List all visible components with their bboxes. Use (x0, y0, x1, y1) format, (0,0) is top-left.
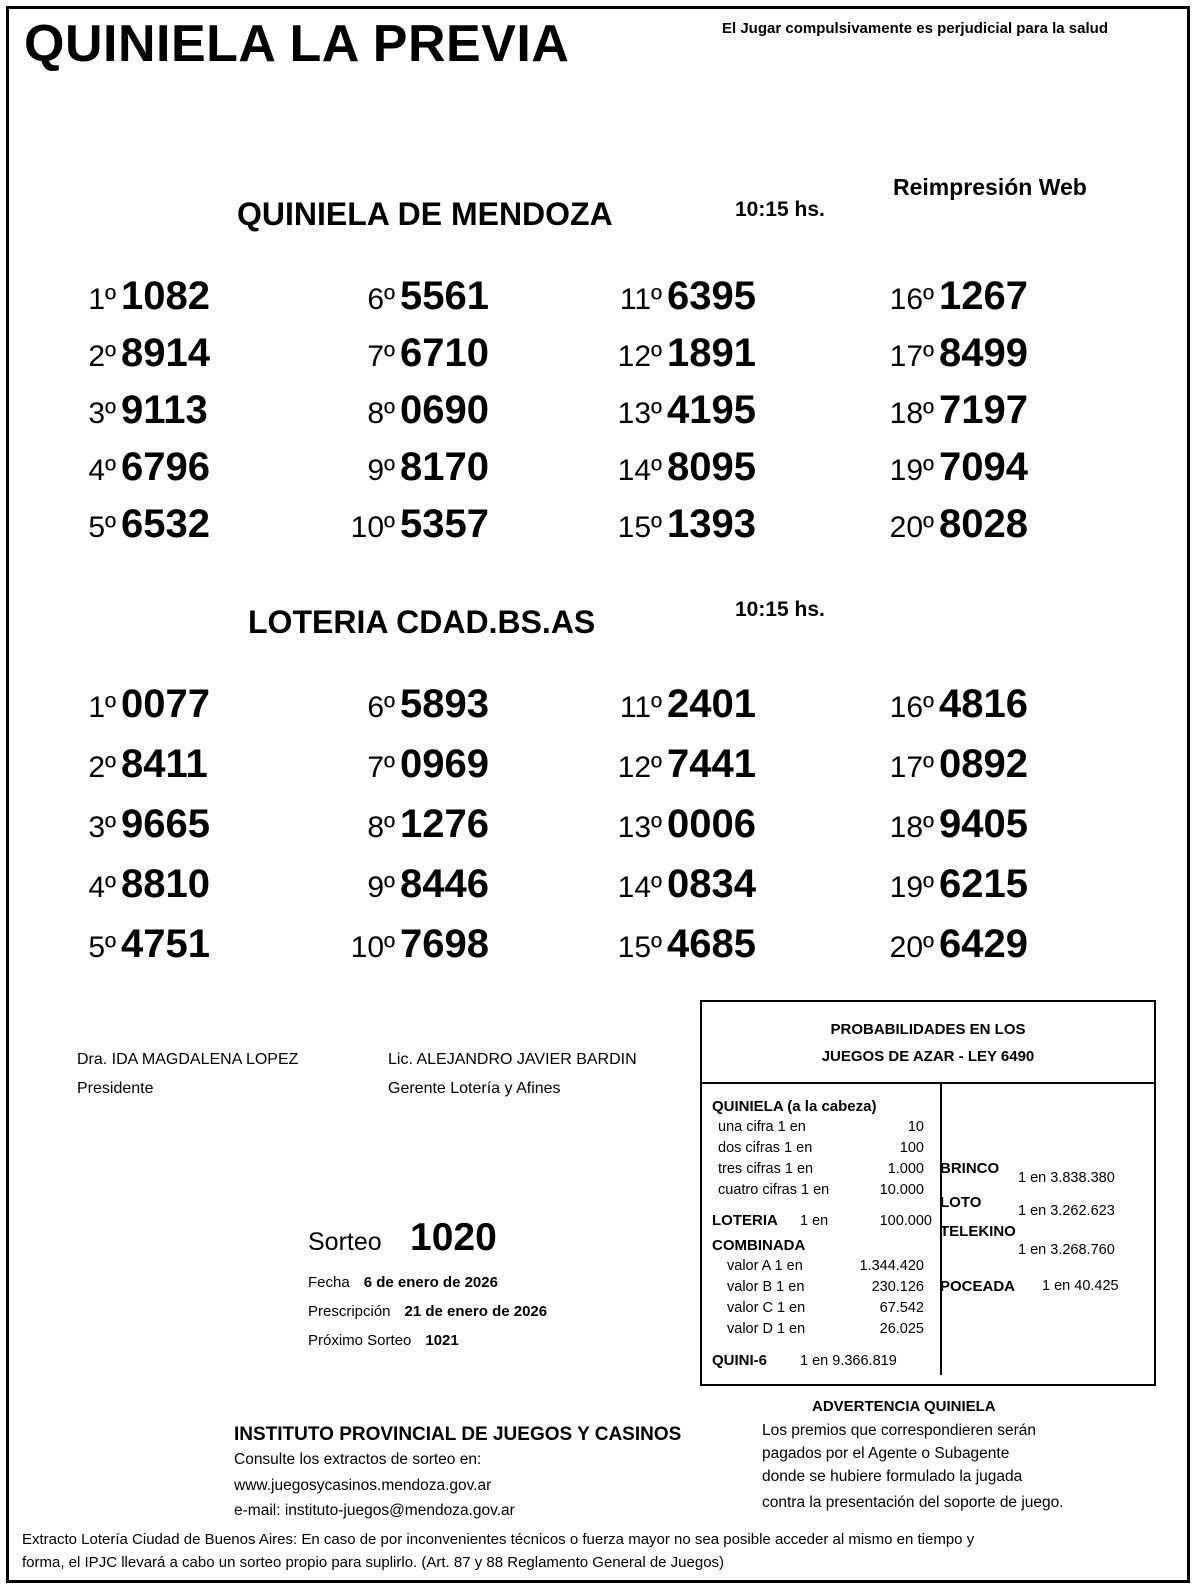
result-number: 6532 (121, 502, 210, 546)
result-number: 5561 (400, 274, 489, 318)
result-number: 0969 (400, 742, 489, 786)
result-position: 10º (350, 931, 395, 964)
result-position: 12º (617, 340, 662, 373)
loteria-prob-en: 1 en (800, 1213, 829, 1229)
result-number: 8028 (939, 502, 1028, 546)
poceada-prob-value: 1 en 40.425 (1042, 1278, 1119, 1294)
result-number: 0077 (121, 682, 210, 726)
footer-line-1: Extracto Lotería Ciudad de Buenos Aires: En caso de por inconvenientes técnicos o fuerza mayor no sea posible acceder al mismo en tiempo y (22, 1531, 975, 1548)
advertencia-line-4: contra la presentación del soporte de juego. (762, 1494, 1064, 1511)
proximo-row (308, 1332, 459, 1349)
sorteo-label: Sorteo (308, 1228, 382, 1256)
result-cell (600, 274, 756, 324)
loto-prob-label: LOTO (940, 1194, 982, 1211)
result-cell (600, 388, 756, 438)
result-position: 18º (889, 811, 934, 844)
result-position: 12º (617, 751, 662, 784)
section-title-loteria: LOTERIA CDAD.BS.AS (248, 604, 596, 640)
fecha-label: Fecha (308, 1274, 350, 1291)
advertencia-title: ADVERTENCIA QUINIELA (812, 1398, 996, 1415)
result-number: 1276 (400, 802, 489, 846)
result-cell (76, 502, 210, 552)
result-cell (76, 445, 210, 495)
result-cell (333, 502, 489, 552)
result-cell (76, 742, 208, 792)
result-number: 9113 (121, 388, 208, 432)
result-cell (600, 862, 756, 912)
prob-row-value: 67.542 (879, 1300, 924, 1316)
result-cell (76, 682, 210, 732)
result-position: 4º (88, 871, 116, 904)
result-number: 6429 (939, 922, 1028, 966)
probabilities-header (702, 1002, 1154, 1084)
result-number: 7197 (939, 388, 1028, 432)
result-cell (872, 388, 1028, 438)
result-position: 11º (619, 283, 662, 316)
result-cell (76, 331, 210, 381)
prob-row-value: 1.344.420 (859, 1258, 924, 1274)
result-number: 0690 (400, 388, 489, 432)
result-number: 8095 (667, 445, 756, 489)
result-position: 15º (617, 511, 662, 544)
result-position: 16º (889, 691, 934, 724)
result-cell (600, 802, 756, 852)
quini6-prob-label: QUINI-6 (712, 1352, 768, 1369)
result-cell (600, 502, 756, 552)
result-position: 3º (88, 811, 116, 844)
institute-line-1: Consulte los extractos de sorteo en: (234, 1451, 482, 1468)
section-title-mendoza: QUINIELA DE MENDOZA (237, 196, 613, 232)
result-position: 6º (367, 691, 395, 724)
result-number: 1891 (667, 331, 756, 375)
result-cell (76, 274, 210, 324)
result-number: 1082 (121, 274, 210, 318)
result-number: 1393 (667, 502, 756, 546)
institute-name: INSTITUTO PROVINCIAL DE JUEGOS Y CASINOS (234, 1424, 682, 1445)
result-number: 4685 (667, 922, 756, 966)
prob-row-label: valor C 1 en (727, 1300, 806, 1316)
result-number: 5893 (400, 682, 489, 726)
loteria-prob-label: LOTERIA (712, 1212, 778, 1229)
result-cell (872, 742, 1028, 792)
result-position: 20º (889, 931, 934, 964)
result-number: 8170 (400, 445, 489, 489)
result-cell (872, 445, 1028, 495)
result-number: 8810 (121, 862, 210, 906)
loteria-prob-value: 100.000 (879, 1213, 932, 1229)
result-number: 0834 (667, 862, 756, 906)
result-number: 7094 (939, 445, 1028, 489)
prob-row-label: dos cifras 1 en (718, 1140, 813, 1156)
signature-left-role: Presidente (77, 1080, 154, 1097)
result-position: 18º (889, 397, 934, 430)
result-number: 5357 (400, 502, 489, 546)
prob-row-label: cuatro cifras 1 en (718, 1182, 830, 1198)
result-position: 7º (367, 340, 395, 373)
result-cell (872, 802, 1028, 852)
result-position: 4º (88, 454, 116, 487)
result-position: 20º (889, 511, 934, 544)
result-cell (76, 862, 210, 912)
result-cell (872, 862, 1028, 912)
result-cell (600, 742, 756, 792)
result-position: 5º (88, 931, 116, 964)
result-position: 17º (889, 340, 934, 373)
prob-row-label: valor B 1 en (727, 1279, 805, 1295)
reprint-label: Reimpresión Web (893, 174, 1087, 200)
result-position: 17º (889, 751, 934, 784)
prescripcion-value: 21 de enero de 2026 (404, 1303, 548, 1320)
result-position: 19º (889, 871, 934, 904)
result-position: 14º (617, 871, 662, 904)
result-cell (872, 502, 1028, 552)
result-cell (872, 922, 1028, 972)
result-number: 6710 (400, 331, 489, 375)
telekino-prob-label: TELEKINO (940, 1223, 1016, 1240)
sorteo-number: 1020 (410, 1216, 497, 1259)
result-number: 4816 (939, 682, 1028, 726)
result-cell (600, 682, 756, 732)
result-position: 1º (88, 283, 116, 316)
result-cell (333, 445, 489, 495)
prob-row-value: 230.126 (871, 1279, 924, 1295)
result-position: 13º (617, 811, 662, 844)
result-number: 7698 (400, 922, 489, 966)
fecha-value: 6 de enero de 2026 (363, 1274, 498, 1291)
prob-row-label: tres cifras 1 en (718, 1161, 814, 1177)
prob-row-value: 10 (907, 1119, 924, 1135)
result-cell (872, 274, 1028, 324)
prob-row-value: 10.000 (879, 1182, 924, 1198)
result-number: 0006 (667, 802, 756, 846)
advertencia-line-1: Los premios que correspondieren serán (762, 1422, 1036, 1439)
result-number: 9405 (939, 802, 1028, 846)
result-position: 6º (367, 283, 395, 316)
result-position: 10º (350, 511, 395, 544)
result-position: 9º (367, 454, 395, 487)
result-cell (333, 331, 489, 381)
result-number: 7441 (667, 742, 756, 786)
prob-row-value: 1.000 (887, 1161, 924, 1177)
probabilities-box (700, 1000, 1156, 1386)
institute-email: e-mail: instituto-juegos@mendoza.gov.ar (234, 1502, 515, 1519)
prob-row-label: una cifra 1 en (718, 1119, 806, 1135)
result-cell (872, 682, 1028, 732)
result-position: 9º (367, 871, 395, 904)
result-number: 6395 (667, 274, 756, 318)
result-number: 6796 (121, 445, 210, 489)
quini6-prob-value: 1 en 9.366.819 (800, 1353, 897, 1369)
result-number: 8914 (121, 331, 210, 375)
result-number: 8411 (121, 742, 208, 786)
result-number: 8446 (400, 862, 489, 906)
result-cell (333, 742, 489, 792)
result-number: 6215 (939, 862, 1028, 906)
result-position: 5º (88, 511, 116, 544)
result-position: 11º (619, 691, 662, 724)
institute-website: www.juegosycasinos.mendoza.gov.ar (234, 1477, 492, 1494)
result-position: 1º (88, 691, 116, 724)
advertencia-line-2: pagados por el Agente o Subagente (762, 1445, 1010, 1462)
proximo-value: 1021 (425, 1332, 459, 1349)
result-position: 7º (367, 751, 395, 784)
signature-left-name: Dra. IDA MAGDALENA LOPEZ (77, 1051, 299, 1068)
brinco-prob-value: 1 en 3.838.380 (1018, 1170, 1115, 1186)
result-cell (600, 922, 756, 972)
result-position: 16º (889, 283, 934, 316)
fecha-row (308, 1274, 498, 1291)
telekino-prob-value: 1 en 3.268.760 (1018, 1242, 1115, 1258)
result-position: 2º (88, 751, 116, 784)
probabilities-title-line1: PROBABILIDADES EN LOS (830, 1021, 1026, 1038)
result-cell (76, 922, 210, 972)
result-number: 4751 (121, 922, 210, 966)
signature-right-name: Lic. ALEJANDRO JAVIER BARDIN (388, 1051, 637, 1068)
result-cell (76, 388, 208, 438)
result-number: 1267 (939, 274, 1028, 318)
quiniela-prob-label: QUINIELA (a la cabeza) (712, 1098, 877, 1115)
prob-row-value: 100 (899, 1140, 924, 1156)
result-cell (600, 445, 756, 495)
loto-prob-value: 1 en 3.262.623 (1018, 1203, 1115, 1219)
result-cell (600, 331, 756, 381)
result-number: 2401 (667, 682, 756, 726)
probabilities-title-line2: JUEGOS DE AZAR - LEY 6490 (821, 1048, 1035, 1065)
page-title: QUINIELA LA PREVIA (24, 15, 570, 73)
result-position: 13º (617, 397, 662, 430)
result-cell (333, 922, 489, 972)
result-cell (333, 802, 489, 852)
prob-row-value: 26.025 (879, 1321, 924, 1337)
result-cell (76, 802, 210, 852)
result-number: 0892 (939, 742, 1028, 786)
result-number: 8499 (939, 331, 1028, 375)
result-number: 9665 (121, 802, 210, 846)
section-time-loteria: 10:15 hs. (735, 598, 825, 621)
result-position: 3º (88, 397, 116, 430)
footer-line-2: forma, el IPJC llevará a cabo un sorteo propio para suplirlo. (Art. 87 y 88 Reglamento General de Juegos) (22, 1554, 725, 1571)
result-number: 4195 (667, 388, 756, 432)
result-position: 8º (367, 397, 395, 430)
result-cell (333, 274, 489, 324)
result-position: 14º (617, 454, 662, 487)
result-position: 19º (889, 454, 934, 487)
result-cell (872, 331, 1028, 381)
prob-row-label: valor D 1 en (727, 1321, 806, 1337)
poceada-prob-label: POCEADA (940, 1278, 1016, 1295)
proximo-label: Próximo Sorteo (308, 1332, 412, 1349)
prob-row-label: valor A 1 en (727, 1258, 803, 1274)
health-warning: El Jugar compulsivamente es perjudicial para la salud (722, 20, 1108, 37)
result-position: 15º (617, 931, 662, 964)
result-cell (333, 682, 489, 732)
brinco-prob-label: BRINCO (940, 1160, 1000, 1177)
result-cell (333, 862, 489, 912)
advertencia-line-3: donde se hubiere formulado la jugada (762, 1468, 1023, 1485)
prescripcion-label: Prescripción (308, 1303, 391, 1320)
result-cell (333, 388, 489, 438)
combinada-prob-label: COMBINADA (712, 1237, 806, 1254)
result-position: 2º (88, 340, 116, 373)
result-position: 8º (367, 811, 395, 844)
signature-right-role: Gerente Lotería y Afines (388, 1080, 561, 1097)
prescripcion-row (308, 1303, 547, 1320)
section-time-mendoza: 10:15 hs. (735, 198, 825, 221)
